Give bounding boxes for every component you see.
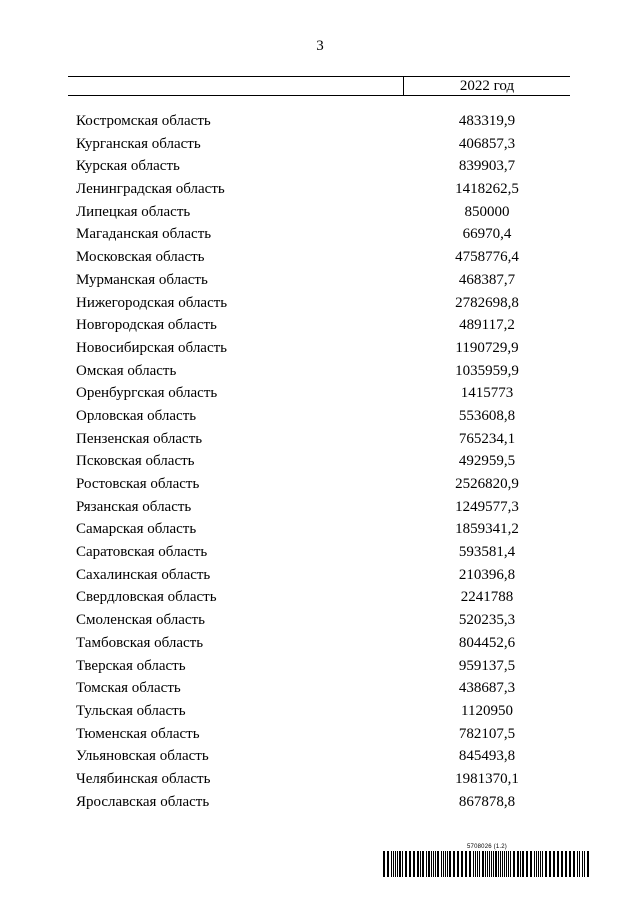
region-value: 959137,5 [458,657,516,674]
table-row [76,586,570,609]
region-name: Тамбовская область [76,634,204,651]
region-value: 66970,4 [462,226,512,243]
region-name: Костромская область [76,113,211,129]
region-value: 593581,4 [458,544,516,561]
table-row [76,677,570,700]
region-value: 850000 [464,203,510,220]
region-value: 438687,3 [458,680,516,697]
region-value: 210396,8 [458,566,516,583]
table-row [76,428,570,451]
region-name: Псковская область [76,453,195,470]
table-row [76,314,570,337]
document-footer [383,843,591,877]
table-row [76,564,570,587]
table-row [76,382,570,405]
region-name: Ярославская область [76,793,210,810]
table-row [76,201,570,224]
region-name: Челябинская область [76,770,211,787]
table-row [76,768,570,791]
table-row [76,155,570,178]
region-name: Московская область [76,249,205,266]
region-value: 4758776,4 [455,249,519,266]
region-value: 1249577,3 [455,498,519,515]
region-name: Ульяновская область [76,748,209,765]
table-row [76,655,570,678]
region-name: Тульская область [76,702,186,719]
region-value: 1120950 [461,702,513,719]
region-value: 1981370,1 [455,770,519,787]
region-name: Пензенская область [76,430,203,447]
region-name: Ростовская область [76,476,200,492]
region-value: 867878,8 [458,793,516,810]
region-name: Томская область [76,680,181,697]
region-value: 804452,6 [458,634,516,651]
region-value: 1035959,9 [455,362,519,379]
region-name: Мурманская область [76,271,208,288]
table-row [76,269,570,292]
table-row [76,496,570,519]
region-value: 1415773 [460,385,514,402]
table-row [76,223,570,246]
region-name: Орловская область [76,407,197,424]
region-name: Саратовская область [76,544,208,561]
region-value: 483319,9 [458,113,516,129]
region-name: Нижегородская область [76,294,228,311]
region-name: Свердловская область [76,589,217,606]
table-body [76,110,570,813]
table-row [76,518,570,541]
table-row [76,405,570,428]
table-row [76,632,570,655]
region-name: Курганская область [76,135,201,152]
region-value: 782107,5 [458,725,516,742]
barcode-image [383,851,591,877]
table-header [68,76,570,96]
table-row [76,541,570,564]
region-value: 468387,7 [458,271,516,288]
region-value: 2782698,8 [455,294,519,311]
region-name: Тверская область [76,657,186,674]
table-row [76,791,570,814]
region-value: 845493,8 [458,748,516,765]
region-value: 839903,7 [458,158,516,175]
region-name: Курская область [76,158,180,175]
region-name: Тюменская область [76,725,200,742]
region-name: Новгородская область [76,317,217,334]
region-value: 765234,1 [458,430,516,447]
table-row [76,450,570,473]
region-name: Липецкая область [76,203,191,220]
table-row [76,723,570,746]
table-row [76,337,570,360]
column-header-year: 2022 год [459,78,515,94]
table-row [76,246,570,269]
table-row [76,473,570,496]
region-value: 2526820,9 [455,476,519,492]
region-value: 1190729,9 [455,339,519,356]
region-name: Рязанская область [76,498,192,515]
table-row [76,110,570,133]
region-name: Ленинградская область [76,181,225,198]
region-name: Омская область [76,362,177,379]
region-name: Новосибирская область [76,339,228,356]
table-row [76,745,570,768]
region-value: 520235,3 [458,612,516,629]
region-value: 1418262,5 [455,181,519,198]
region-value: 1859341,2 [455,521,519,538]
region-name: Смоленская область [76,612,205,629]
document-code: 5708026 (1.2) [467,844,507,850]
region-name: Магаданская область [76,226,212,243]
region-value: 553608,8 [458,407,516,424]
region-value: 492959,5 [458,453,516,470]
region-value: 406857,3 [458,135,516,152]
table-row [76,292,570,315]
table-row [76,700,570,723]
table-row [76,133,570,156]
region-value: 489117,2 [459,317,515,334]
region-value: 2241788 [460,589,514,606]
table-row [76,178,570,201]
page-number: 3 [316,38,324,54]
region-name: Оренбургская область [76,385,218,402]
table-row [76,360,570,383]
table-row [76,609,570,632]
region-name: Самарская область [76,521,197,538]
region-name: Сахалинская область [76,566,211,583]
